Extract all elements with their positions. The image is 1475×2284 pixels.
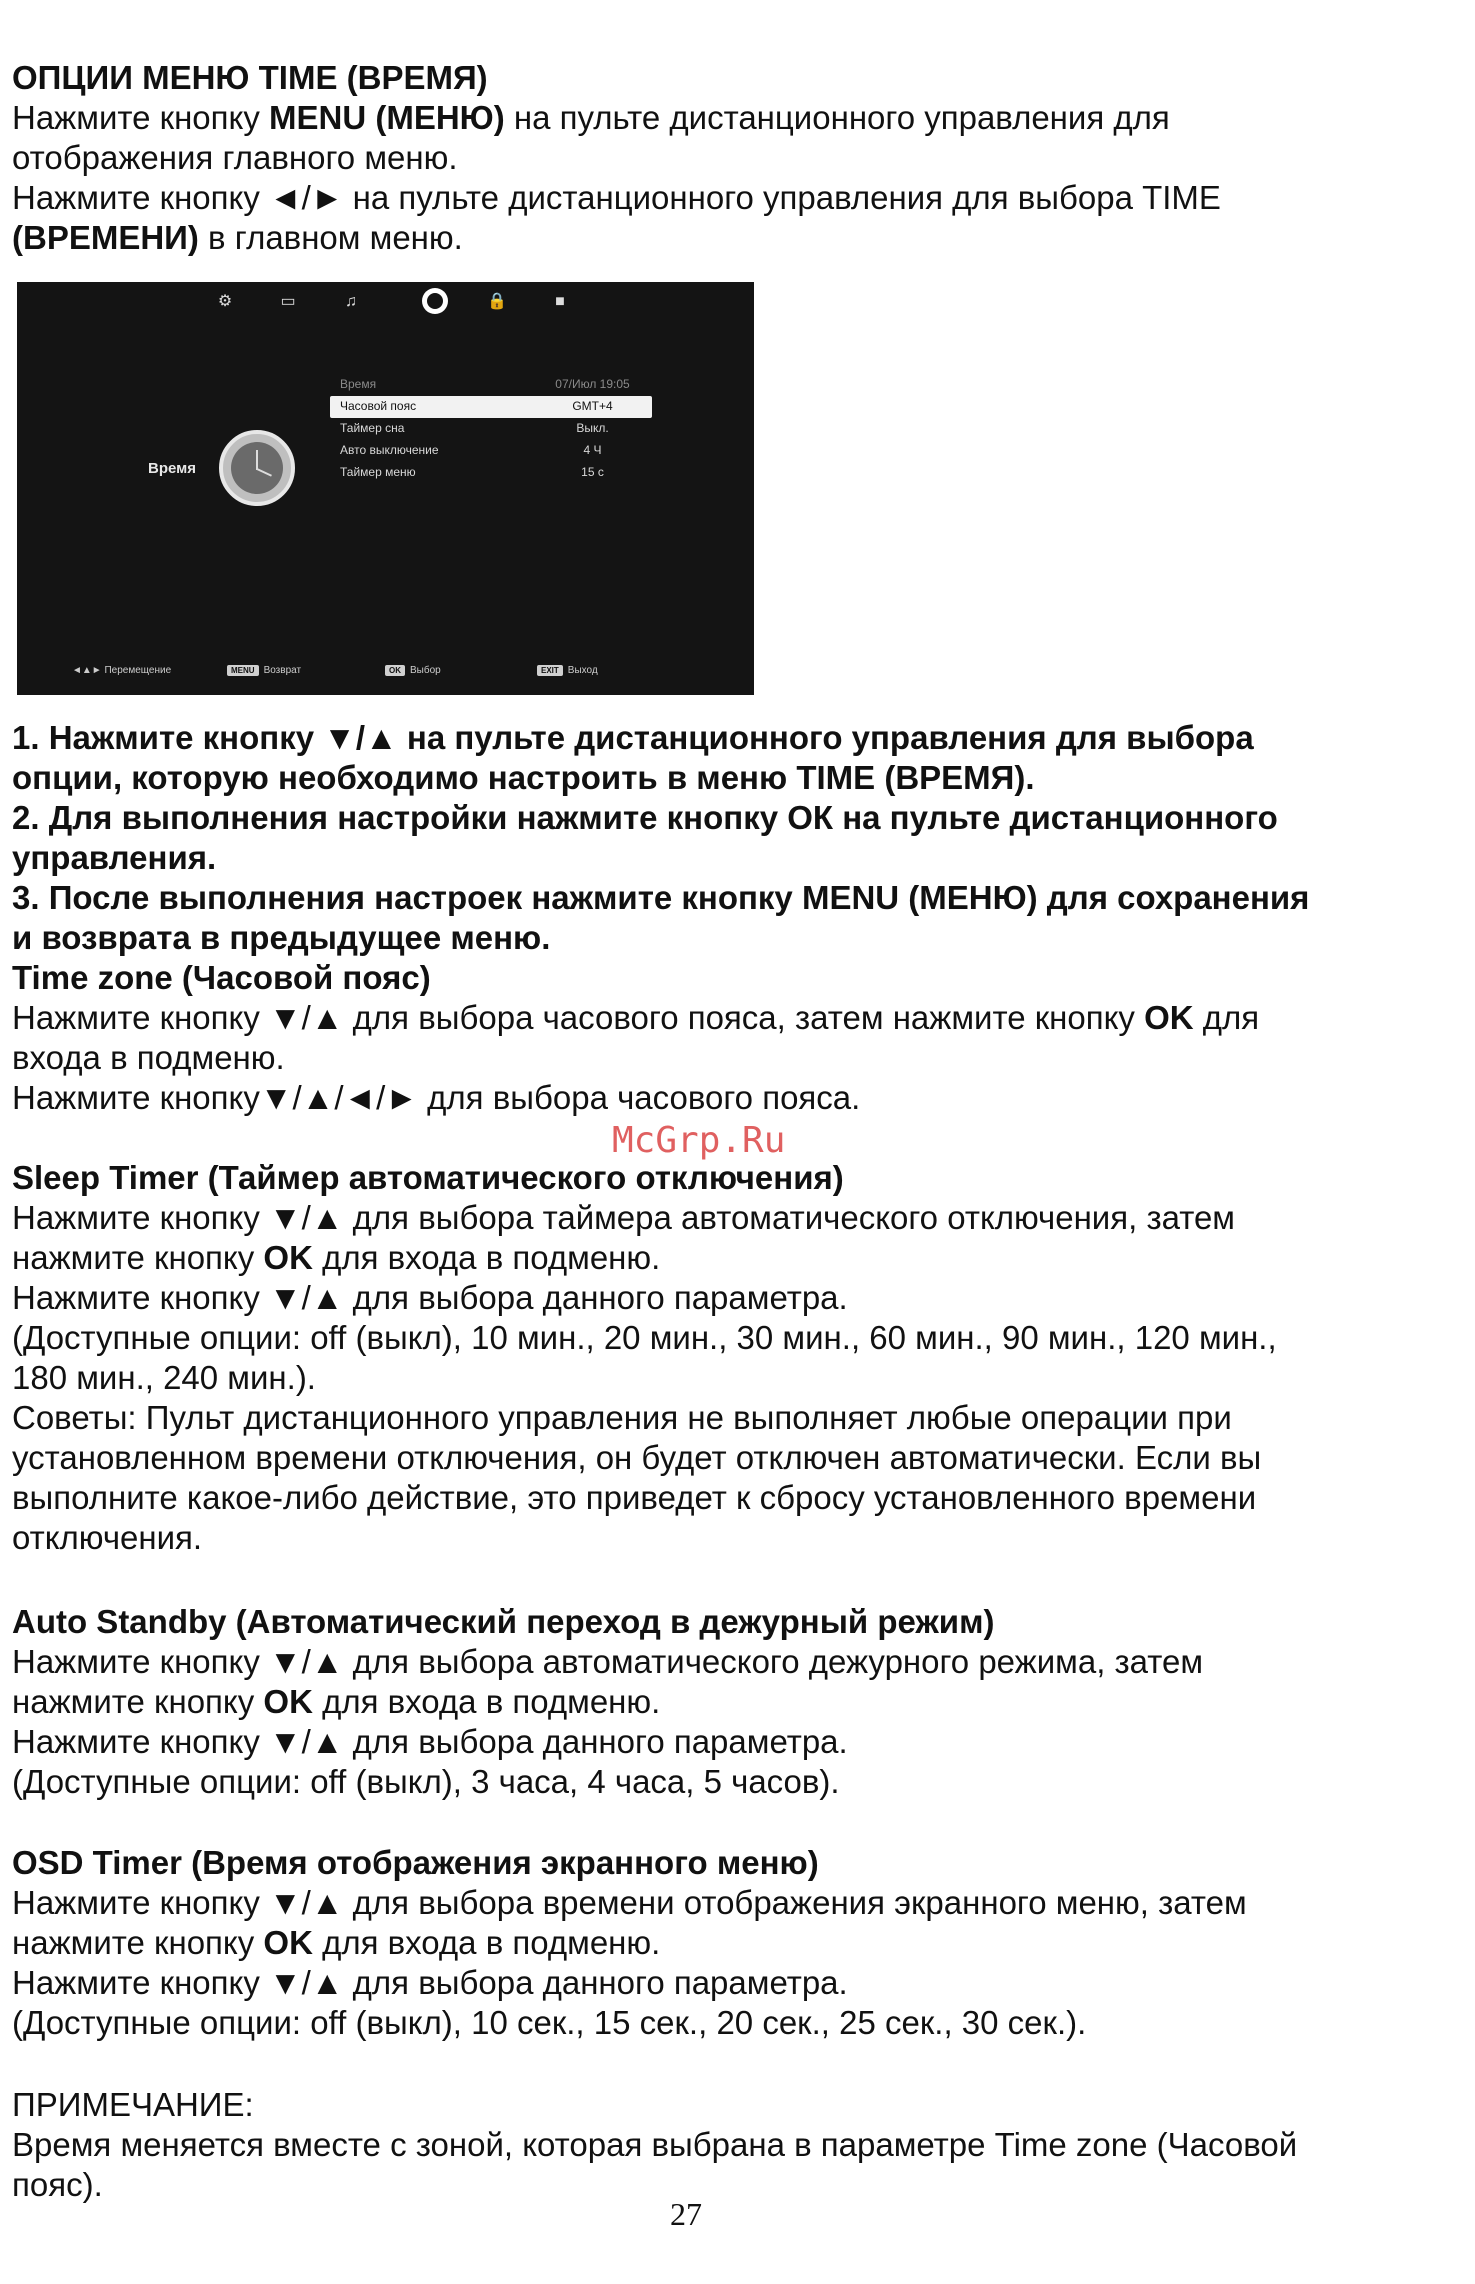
text-bold: OK <box>1144 999 1194 1036</box>
tv-menu-item <box>330 462 652 484</box>
body-line: отключения. <box>12 1519 203 1556</box>
body-line: входа в подменю. <box>12 1039 285 1076</box>
tv-section-label: Время <box>148 460 196 477</box>
step-line: 3. После выполнения настроек нажмите кнопку MENU (МЕНЮ) для сохранения <box>12 879 1310 916</box>
text: для входа в подменю. <box>312 1683 661 1720</box>
section-title: OSD Timer (Время отображения экранного меню) <box>12 1844 819 1881</box>
body-line <box>12 998 1452 1038</box>
text-bold: (ВРЕМЕНИ) <box>12 219 199 256</box>
tv-hint-bar <box>17 660 754 686</box>
body-line: пояс). <box>12 2166 103 2203</box>
auto-standby-section <box>12 1602 1452 1802</box>
hint-text: Возврат <box>263 665 302 676</box>
body-line <box>12 1682 1452 1722</box>
text: нажмите кнопку <box>12 1239 264 1276</box>
text: для входа в подменю. <box>312 1924 661 1961</box>
key-badge: EXIT <box>537 665 563 676</box>
item-value: GMT+4 <box>572 399 613 413</box>
step-line: и возврата в предыдущее меню. <box>12 919 551 956</box>
watermark: McGrp.Ru <box>612 1120 786 1161</box>
item-value: Выкл. <box>576 421 609 435</box>
item-value: 15 с <box>581 465 604 479</box>
item-key: Таймер сна <box>340 421 405 435</box>
gear-icon: ⚙ <box>217 293 233 310</box>
tv-menu-screenshot <box>17 282 754 695</box>
intro-section <box>12 58 1452 258</box>
body-line: (Доступные опции: off (выкл), 3 часа, 4 часа, 5 часов). <box>12 1763 840 1800</box>
intro-line: Нажмите кнопку ◄/► на пульте дистанционного управления для выбора TIME <box>12 179 1221 216</box>
section-title: Time zone (Часовой пояс) <box>12 959 431 996</box>
clock-icon <box>422 288 448 314</box>
body-line: Нажмите кнопку ▼/▲ для выбора данного параметра. <box>12 1964 848 2001</box>
step-line: управления. <box>12 839 217 876</box>
body-line: Нажмите кнопку ▼/▲ для выбора данного параметра. <box>12 1723 848 1760</box>
text: Нажмите кнопку <box>12 99 270 136</box>
body-line: (Доступные опции: off (выкл), 10 сек., 15 сек., 20 сек., 25 сек., 30 сек.). <box>12 2004 1087 2041</box>
text: в главном меню. <box>198 219 463 256</box>
item-value: 4 Ч <box>583 443 602 457</box>
hint-back <box>227 665 301 676</box>
body-line: Нажмите кнопку ▼/▲ для выбора времени отображения экранного меню, затем <box>12 1884 1247 1921</box>
text-bold: MENU (МЕНЮ) <box>269 99 505 136</box>
tv-top-bar <box>17 282 754 322</box>
section-title: ОПЦИИ МЕНЮ TIME (ВРЕМЯ) <box>12 59 488 96</box>
text: для <box>1193 999 1260 1036</box>
text-bold: OK <box>263 1239 313 1276</box>
section-title: Sleep Timer (Таймер автоматического отключения) <box>12 1159 844 1196</box>
key-badge: MENU <box>227 665 259 676</box>
text: для входа в подменю. <box>312 1239 661 1276</box>
timezone-section <box>12 958 1452 1118</box>
intro-line <box>12 98 1452 138</box>
intro-line <box>12 218 1452 258</box>
text: нажмите кнопку <box>12 1683 264 1720</box>
hint-text: Выбор <box>410 665 441 676</box>
section-title: Auto Standby (Автоматический переход в дежурный режим) <box>12 1603 995 1640</box>
item-value: 07/Июл 19:05 <box>555 377 630 391</box>
hint-select <box>385 665 441 676</box>
sleep-timer-section <box>12 1158 1452 1558</box>
hint-text: Выход <box>567 665 598 676</box>
body-line: Советы: Пульт дистанционного управления не выполняет любые операции при <box>12 1399 1232 1436</box>
tv-time-menu <box>330 374 652 484</box>
text-bold: OK <box>263 1924 313 1961</box>
intro-line: отображения главного меню. <box>12 139 458 176</box>
item-key: Время <box>340 377 377 391</box>
body-line: 180 мин., 240 мин.). <box>12 1359 316 1396</box>
text-bold: OK <box>263 1683 313 1720</box>
body-line: выполните какое-либо действие, это приведет к сбросу установленного времени <box>12 1479 1257 1516</box>
body-line <box>12 1923 1452 1963</box>
step-line: 2. Для выполнения настройки нажмите кнопку ОК на пульте дистанционного <box>12 799 1278 836</box>
step-line: 1. Нажмите кнопку ▼/▲ на пульте дистанционного управления для выбора <box>12 719 1254 756</box>
lock-icon: 🔒 <box>487 293 507 310</box>
hint-text: Перемещение <box>104 665 172 676</box>
body-line: Нажмите кнопку ▼/▲ для выбора автоматического дежурного режима, затем <box>12 1643 1204 1680</box>
item-key: Авто выключение <box>340 443 439 457</box>
picture-icon: ▭ <box>280 293 296 310</box>
osd-timer-section <box>12 1843 1452 2043</box>
body-line: Нажмите кнопку ▼/▲ для выбора данного параметра. <box>12 1279 848 1316</box>
body-line: установленном времени отключения, он будет отключен автоматически. Если вы <box>12 1439 1262 1476</box>
text: Нажмите кнопку ▼/▲ для выбора часового пояса, затем нажмите кнопку <box>12 999 1145 1036</box>
body-line: (Доступные опции: off (выкл), 10 мин., 20 мин., 30 мин., 60 мин., 90 мин., 120 мин., <box>12 1319 1277 1356</box>
hint-exit <box>537 665 598 676</box>
key-badge: OK <box>385 665 405 676</box>
body-line <box>12 1238 1452 1278</box>
text: на пульте дистанционного управления для <box>504 99 1170 136</box>
page-number: 27 <box>670 2196 702 2232</box>
tv-menu-item <box>330 374 652 396</box>
steps-section <box>12 718 1452 958</box>
text: нажмите кнопку <box>12 1924 264 1961</box>
item-key: Таймер меню <box>340 465 416 479</box>
body-line: Нажмите кнопку▼/▲/◄/► для выбора часового пояса. <box>12 1079 861 1116</box>
hint-move: ◄▲► Перемещение <box>72 665 172 676</box>
item-key: Часовой пояс <box>340 399 417 413</box>
body-line: Нажмите кнопку ▼/▲ для выбора таймера автоматического отключения, затем <box>12 1199 1235 1236</box>
analog-clock-icon <box>219 430 295 506</box>
tv-menu-item-selected <box>330 396 652 418</box>
tv-menu-item <box>330 418 652 440</box>
music-icon: ♫ <box>345 293 357 310</box>
note-section <box>12 2085 1452 2205</box>
body-line: Время меняется вместе с зоной, которая выбрана в параметре Time zone (Часовой <box>12 2126 1298 2163</box>
square-icon: ■ <box>555 293 565 310</box>
note-title: ПРИМЕЧАНИЕ: <box>12 2086 254 2123</box>
step-line: опции, которую необходимо настроить в меню TIME (ВРЕМЯ). <box>12 759 1035 796</box>
tv-menu-item <box>330 440 652 462</box>
